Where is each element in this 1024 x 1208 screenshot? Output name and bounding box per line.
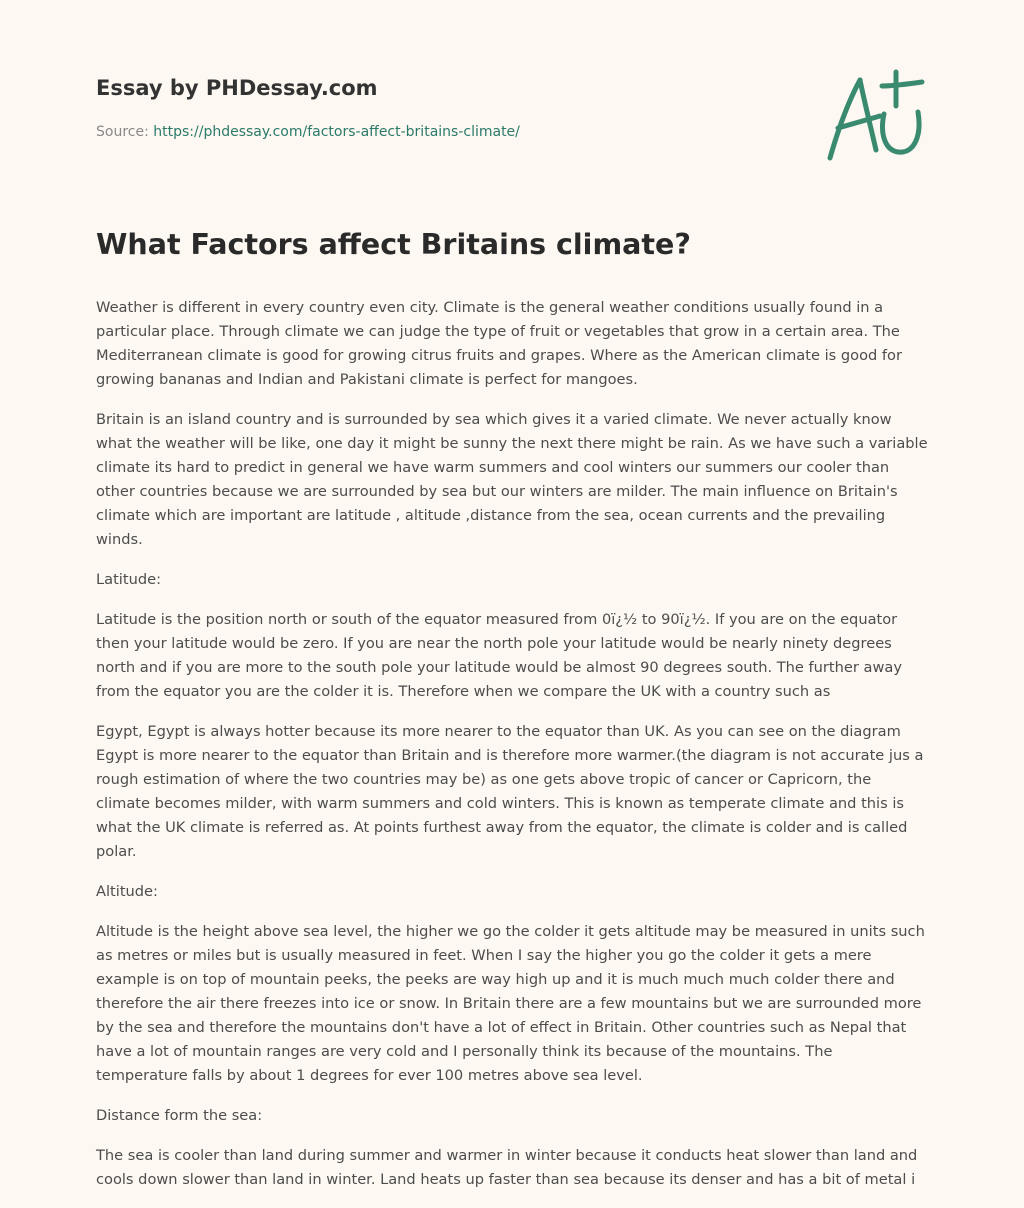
source-line [96, 124, 520, 140]
site-brand: Essay by PHDessay.com [96, 76, 378, 100]
article-paragraph: The sea is cooler than land during summer and warmer in winter because it conducts heat slower than land and cools down slower than land in winter. Land heats up faster than sea because its denser and has a bit of metal i [96, 1147, 918, 1188]
article [96, 222, 928, 1208]
source-link[interactable]: https://phdessay.com/factors-affect-britains-climate/ [153, 124, 520, 140]
section-heading-latitude: Latitude: [96, 571, 161, 588]
article-title: What Factors affect Britains climate? [96, 228, 691, 261]
a-plus-logo-icon [822, 66, 928, 166]
article-paragraph: Egypt, Egypt is always hotter because its more nearer to the equator than UK. As you can see on the diagram Egypt is more nearer to the equator than Britain and is therefore more warmer.(the diagram is not accurate jus a rough estimation of where the two countries may be) as one gets above tropic of cancer or Capricorn, the climate becomes milder, with warm summers and cold winters. This is known as temperate climate and this is what the UK climate is referred as. At points furthest away from the equator, the climate is colder and is called polar. [96, 723, 924, 860]
article-paragraph: Latitude is the position north or south of the equator measured from 0ï¿½ to 90ï¿½. If you are on the equator then your latitude would be zero. If you are near the north pole your latitude would be nearly ninety degrees north and if you are more to the south pole your latitude would be almost 90 degrees south. The further away from the equator you are the colder it is. Therefore when we compare the UK with a country such as [96, 611, 902, 700]
section-heading-distance: Distance form the sea: [96, 1107, 263, 1124]
page-header [96, 0, 928, 200]
article-paragraph: Weather is different in every country even city. Climate is the general weather conditions usually found in a particular place. Through climate we can judge the type of fruit or vegetables that grow in a certain area. The Mediterranean climate is good for growing citrus fruits and grapes. Where as the American climate is good for growing bananas and Indian and Pakistani climate is perfect for mangoes. [96, 299, 902, 388]
section-heading-altitude: Altitude: [96, 883, 158, 900]
article-paragraph: Altitude is the height above sea level, the higher we go the colder it gets altitude may be measured in units such as metres or miles but is usually measured in feet. When I say the higher you go the colder it gets a mere example is on top of mountain peeks, the peeks are way high up and it is much much much colder there and therefore the air there freezes into ice or snow. In Britain there are a few mountains but we are surrounded more by the sea and therefore the mountains don't have a lot of effect in Britain. Other countries such as Nepal that have a lot of mountain ranges are very cold and I personally think its because of the mountains. The temperature falls by about 1 degrees for ever 100 metres above sea level. [96, 923, 925, 1084]
source-label: Source: [96, 124, 149, 140]
article-paragraph: Britain is an island country and is surrounded by sea which gives it a varied climate. We never actually know what the weather will be like, one day it might be sunny the next there might be rain. As we have such a variable climate its hard to predict in general we have warm summers and cool winters our summers our cooler than other countries because we are surrounded by sea but our winters are milder. The main influence on Britain's climate which are important are latitude , altitude ,distance from the sea, ocean currents and the prevailing winds. [96, 411, 928, 548]
